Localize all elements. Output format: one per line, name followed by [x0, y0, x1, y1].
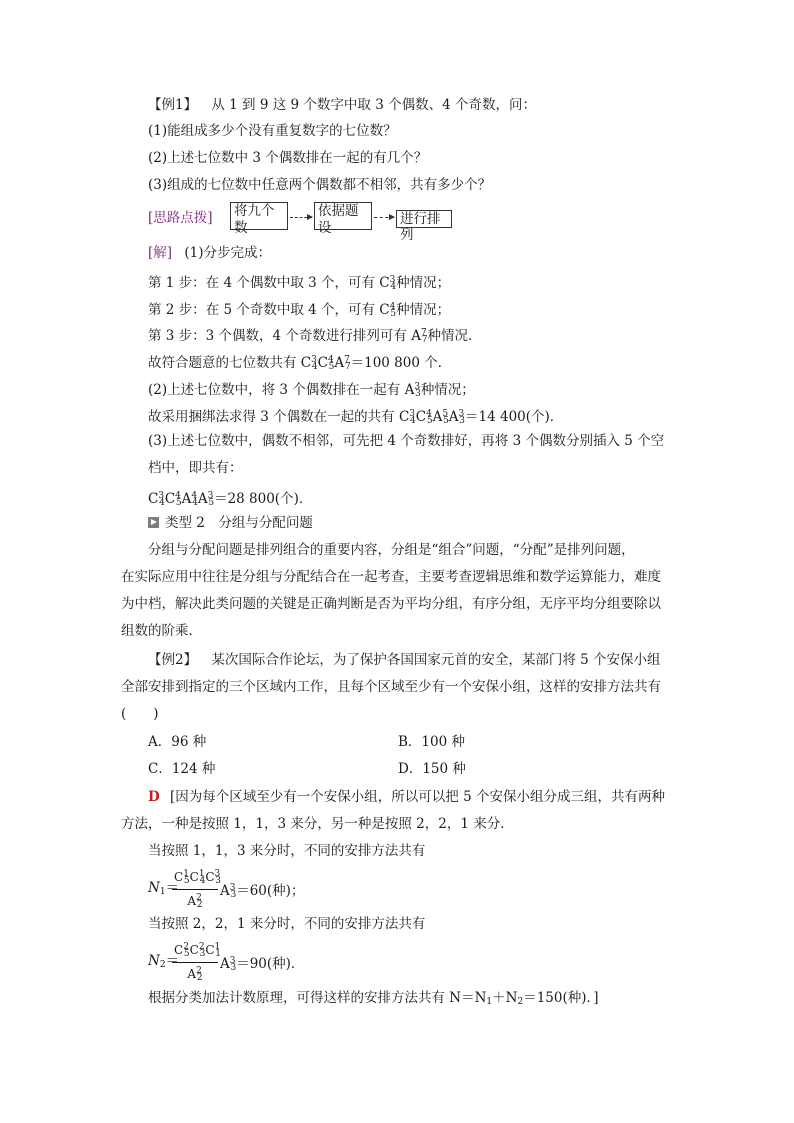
example2-case1: 当按照 1，1，3 来分时，不同的安排方法共有 [148, 843, 426, 859]
total1-value: ＝100 800 个． [350, 355, 452, 371]
step1-text: 第 1 步：在 4 个偶数中取 3 个，可有 C [148, 275, 390, 291]
solution-part3-b: 档中，即共有： [148, 460, 243, 476]
example2-stem3: ( ) [121, 706, 159, 722]
part2-b-value: ＝14 400(个)． [465, 409, 564, 425]
hint-label: [思路点拨] [148, 210, 213, 226]
solution-part2-a: (2)上述七位数中，将 3 个偶数排在一起有 $A^3_3$种情况； [148, 382, 475, 399]
play-triangle-icon [148, 517, 159, 528]
part2-a-end: 种情况； [420, 382, 475, 398]
example2-exp2: 方法，一种是按照 1，1，3 来分，另一种是按照 2，2，1 来分． [121, 816, 514, 832]
conclusion-c: ＝150(种)．] [523, 990, 599, 1006]
part2-a-text: (2)上述七位数中，将 3 个偶数排在一起有 A [148, 382, 415, 398]
example1-q2: (2)上述七位数中 3 个偶数排在一起的有几个？ [148, 150, 428, 166]
example2-case2: 当按照 2，2，1 来分时，不同的安排方法共有 [148, 916, 426, 932]
solution-head-line [148, 243, 271, 263]
answer-letter: D [148, 789, 160, 805]
type2-p4: 组数的阶乘． [121, 623, 202, 639]
type2-p1: 分组与分配问题是排列组合的重要内容，分组是“组合”问题，“分配”是排列问题， [148, 542, 635, 558]
n1-formula-rhs: $A^3_3=60$(种)； [220, 883, 305, 900]
example1-stem: 从 1 到 9 这 9 个数字中取 3 个偶数、4 个奇数，问： [211, 97, 536, 113]
solution-part3-a: (3)上述七位数中，偶数不相邻，可先把 4 个奇数排好，再将 3 个偶数分别插入 5 个空 [148, 433, 665, 449]
conclusion-b: ＋N [492, 990, 518, 1006]
step3-text: 第 3 步：3 个偶数，4 个奇数进行排列可有 A [148, 328, 421, 344]
part2-b-text: 故采用捆绑法求得 3 个偶数在一起的共有 C [148, 409, 410, 425]
option-b: B．100 种 [398, 734, 465, 750]
step3-end: 种情况． [427, 328, 482, 344]
solution-part1-head: (1)分步完成： [184, 245, 271, 261]
example1-q3: (3)组成的七位数中任意两个偶数都不相邻，共有多少个？ [148, 177, 492, 193]
hint-box-3: 进行排列 [396, 210, 452, 228]
example2-exp1-line [148, 787, 665, 807]
n2-fraction: $\frac{C^2_5C^2_3C^1_1}{A^2_2}$ [172, 939, 218, 986]
example2-conclusion: 根据分类加法计数原理，可得这样的安排方法共有 $N=N_1+N_2=150$(种)．] [148, 990, 599, 1007]
hint-box-1: 将九个数 [230, 202, 288, 230]
solution-total1: 故符合题意的七位数共有 $C^3_4C^4_5A^7_7=100$ 800 个． [148, 355, 452, 372]
example2-stem1: 某次国际合作论坛，为了保护各国国家元首的安全，某部门将 5 个安保小组 [211, 652, 661, 668]
example2-stem2: 全部安排到指定的三个区域内工作，且每个区域至少有一个安保小组，这样的安排方法共有 [121, 679, 661, 695]
n2-formula-lhs: $N_2=$ [148, 953, 180, 970]
solution-part2-b: 故采用捆绑法求得 3 个偶数在一起的共有 $C^3_4C^4_5A^5_5A^3_3=14$ 400(个)． [148, 409, 564, 426]
solution-part3-formula: $C^3_4C^4_5A^4_4A^3_5=28$ 800(个)． [148, 491, 313, 508]
n2-formula-rhs: $A^3_3=90$(种)． [220, 956, 305, 973]
n1-formula-lhs: $N_1=$ [148, 880, 180, 897]
option-d: D．150 种 [398, 761, 466, 777]
option-a: A．96 种 [148, 734, 207, 750]
type2-p3: 为中档，解决此类问题的关键是正确判断是否为平均分组，有序分组，无序平均分组要除以 [121, 596, 661, 612]
hint-arrow-2 [374, 217, 394, 218]
conclusion-a: 根据分类加法计数原理，可得这样的安排方法共有 N＝N [148, 990, 487, 1006]
example2-tag: 【例2】 [148, 652, 198, 668]
example1-stem-line [148, 95, 536, 115]
n1-fraction: $\frac{C^1_5C^1_4C^3_3}{A^2_2}$ [172, 866, 218, 913]
solution-step3: 第 3 步：3 个偶数，4 个奇数进行排列可有 $A^7_7$种情况． [148, 328, 482, 345]
option-c: C．124 种 [148, 761, 216, 777]
n1-result: ＝60(种)； [236, 883, 305, 899]
type2-p2: 在实际应用中往往是分组与分配结合在一起考查，主要考查逻辑思维和数学运算能力，难度 [121, 569, 661, 585]
hint-arrow-1 [290, 217, 312, 218]
example2-exp1: [因为每个区域至少有一个安保小组，所以可以把 5 个安保小组分成三组，共有两种 [170, 789, 665, 805]
step2-text: 第 2 步：在 5 个奇数中取 4 个，可有 C [148, 302, 390, 318]
solution-label: [解] [148, 245, 173, 261]
hint-box-2: 依据题设 [314, 202, 372, 230]
step2-end: 种情况； [396, 302, 451, 318]
total1-text: 故符合题意的七位数共有 C [148, 355, 312, 371]
type2-title-line [148, 513, 313, 533]
solution-step2: 第 2 步：在 5 个奇数中取 4 个，可有 $C^4_5$种情况； [148, 302, 451, 319]
example1-tag: 【例1】 [148, 97, 198, 113]
solution-step1: 第 1 步：在 4 个偶数中取 3 个，可有 $C^3_4$种情况； [148, 275, 451, 292]
n2-result: ＝90(种)． [236, 956, 305, 972]
example2-stem-line [148, 650, 661, 670]
step1-end: 种情况； [396, 275, 451, 291]
type2-title: 类型 2 分组与分配问题 [165, 515, 313, 531]
part3-value: ＝28 800(个)． [214, 491, 313, 507]
example1-q1: (1)能组成多少个没有重复数字的七位数？ [148, 123, 397, 139]
